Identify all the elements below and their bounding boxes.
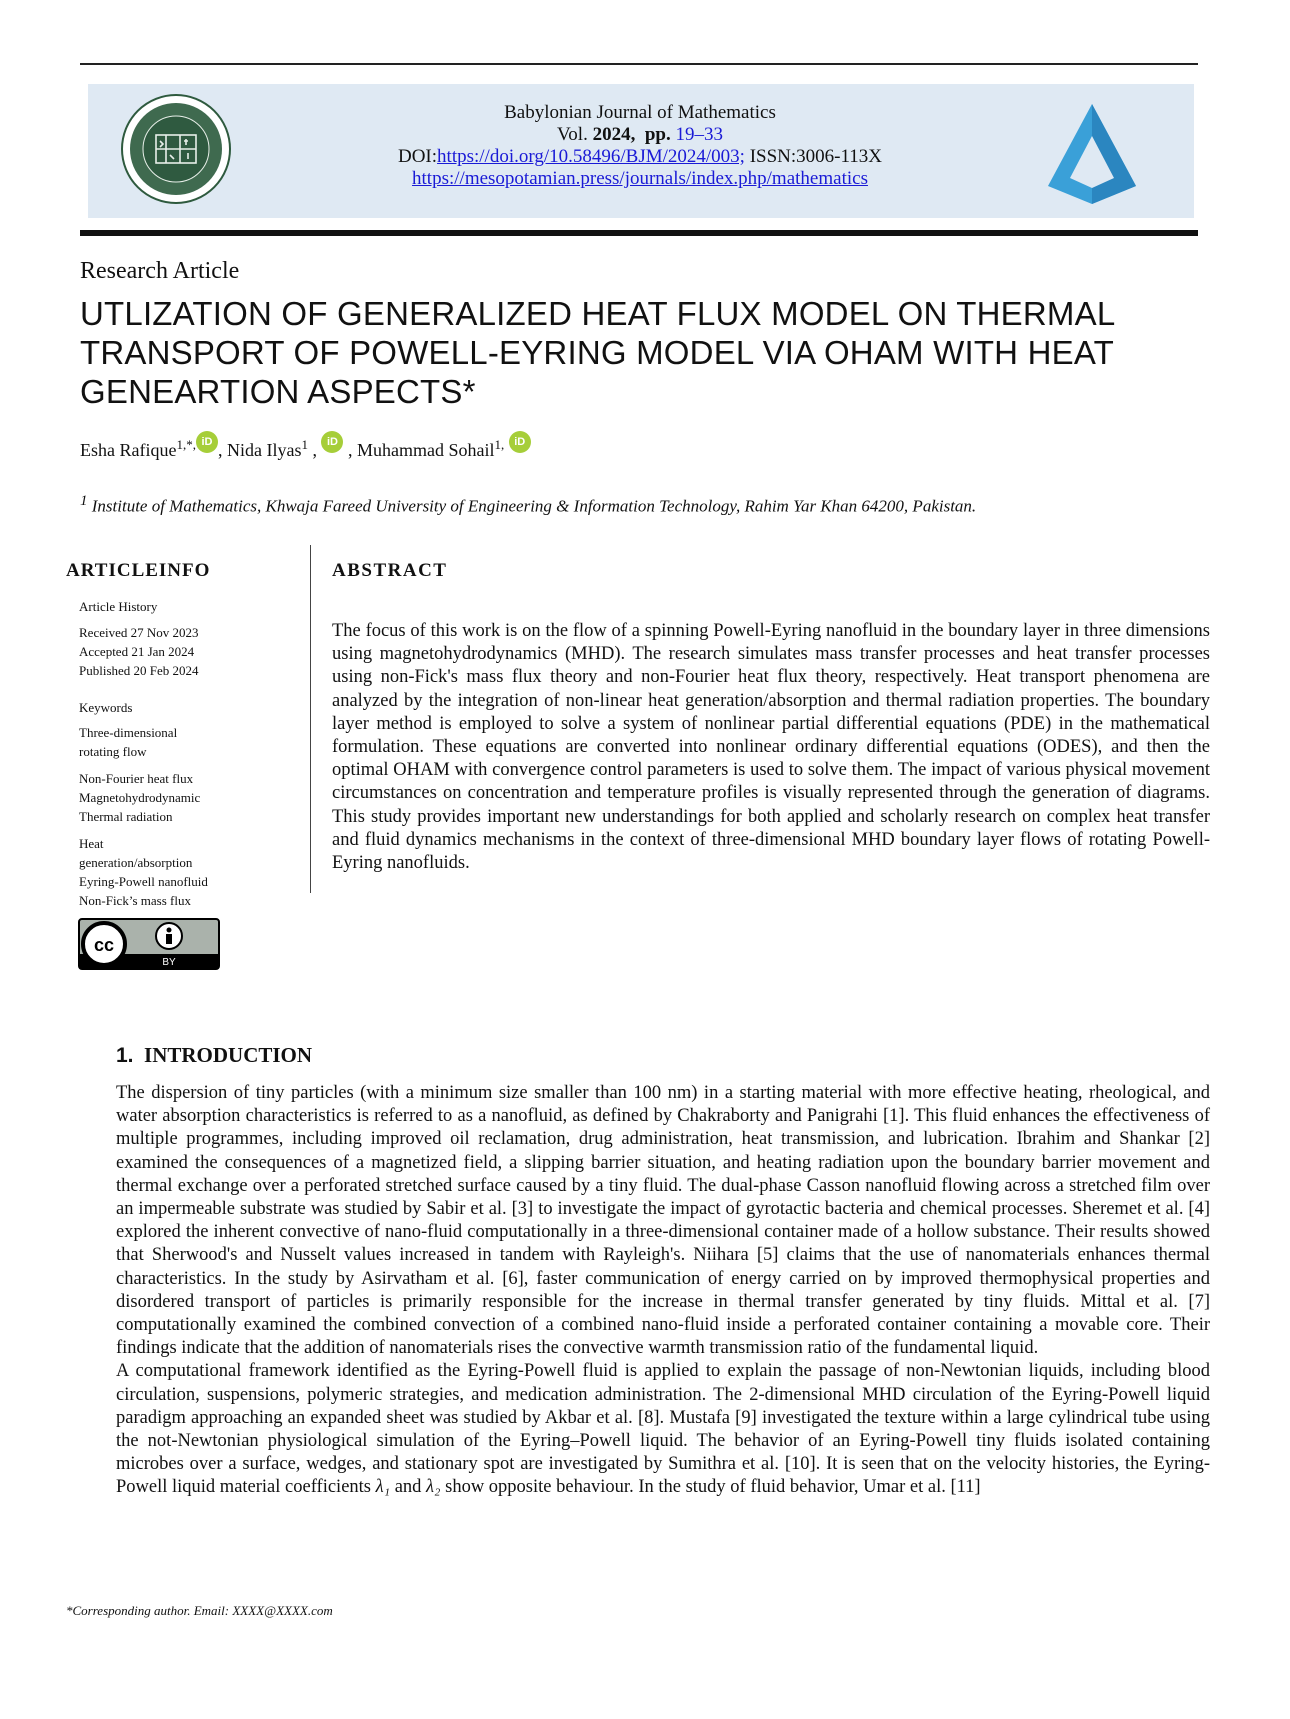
received-date: Received 27 Nov 2023	[79, 625, 199, 640]
keyword: Heat	[79, 836, 104, 851]
published-date: Published 20 Feb 2024	[79, 663, 199, 678]
paragraph: A computational framework identified as the Eyring-Powell fluid is applied to explain the passage of non-Newtonian liquids, including blood circulation, suspensions, polymeric strategies, and medication administration. The 2-dimensional MHD circulation of the Eyring-Powell liquid paradigm approaching an expanded sheet was studied by Akbar et al. [8]. Mustafa [9] investigated the texture within a large cylindrical tube using the not-Newtonian physiological simulation of the Eyring–Powell liquid. The behavior of an Eyring-Powell tiny fluids isolated containing microbes over a surface, wedges, and stationary spot are investigated by Sumithra et al. [10]. It is seen that on the velocity histories, the Eyring-Powell liquid material coefficients λ₁ and λ₂ show opposite behaviour. In the study of fluid behavior, Umar et al. [11]	[116, 1361, 1210, 1498]
doi-line: DOI:https://doi.org/10.58496/BJM/2024/003; ISSN:3006-113X	[397, 146, 883, 167]
paper-title: UTLIZATION OF GENERALIZED HEAT FLUX MODEL ON THERMAL TRANSPORT OF POWELL-EYRING MODEL VIA OHAM WITH HEAT GENEARTION ASPECTS*	[80, 295, 1115, 410]
keyword: rotating flow	[79, 744, 147, 759]
author-name: Esha Rafique	[80, 440, 177, 460]
introduction-body	[116, 1082, 1210, 1500]
author-name: , Muhammad Sohail	[347, 440, 495, 460]
license-label: BY	[162, 957, 176, 968]
header-thick-rule	[80, 230, 1198, 236]
keyword: Three-dimensional	[79, 725, 178, 740]
keyword: Magnetohydrodynamic	[79, 790, 201, 805]
author-list: Esha Rafique$^{1,*,}$ iD , Nida Ilyas$^1$ , iD , Muhammad Sohail$^{1,}$ iD	[80, 437, 531, 461]
keyword: Non-Fourier heat flux	[79, 771, 194, 786]
svg-text:cc: cc	[93, 935, 115, 955]
corresponding-author-footnote: *Corresponding author. Email: XXXX@XXXX.com	[66, 1603, 333, 1618]
keyword: Eyring-Powell nanofluid	[79, 874, 208, 889]
page-range: 19–33	[675, 124, 723, 145]
top-rule	[80, 63, 1198, 65]
journal-name: Babylonian Journal of Mathematics	[504, 102, 776, 123]
journal-citation-block	[330, 102, 950, 190]
cc-by-license-badge[interactable]	[78, 918, 220, 970]
abstract-text: The focus of this work is on the flow of a spinning Powell-Eyring nanofluid in the boundary layer in three dimensions using magnetohydrodynamics (MHD). The research simulates mass transfer processes and heat transfer processes using non-Fick's mass flux theory and non-Fourier heat flux theory, respectively. Heat transport phenomena are analyzed by the integration of non-linear heat generation/absorption and thermal radiation properties. The boundary layer method is employed to solve a system of nonlinear partial differential equations (PDE) in the mathematical formulation. These equations are converted into nonlinear ordinary differential equations (ODES), and then the optimal OHAM with convergence control parameters is used to solve them. The impact of various physical movement circumstances on concentration and temperature profiles is visually represented through the generation of diagrams. This study provides important new understandings for both applied and scholarly research on complex heat transfer and fluid dynamics mechanisms in the context of three-dimensional MHD boundary layer flows of rotating Powell-Eyring nanofluids.	[332, 621, 1210, 874]
keyword: Non-Fick’s mass flux	[79, 893, 191, 908]
issn: ISSN:3006-113X	[749, 146, 883, 167]
article-type: Research Article	[80, 258, 240, 284]
article-info-heading: ARTICLEINFO	[66, 560, 211, 581]
column-divider	[310, 545, 311, 893]
keyword: generation/absorption	[79, 855, 193, 870]
publisher-logo	[120, 93, 232, 205]
orcid-icon[interactable]: iD	[196, 431, 218, 453]
history-label: Article History	[79, 599, 158, 614]
paragraph: The dispersion of tiny particles (with a minimum size smaller than 100 nm) in a starting material with more effective heating, rheological, and water absorption characteristics is referred to as a nanofluid, as defined by Chakraborty and Panigrahi [1]. This fluid enhances the effectiveness of multiple programmes, including improved oil reclamation, drug administration, heat transmission, and lubrication. Ibrahim and Shankar [2] examined the consequences of a magnetized field, a slipping barrier situation, and heating radiation upon the boundary barrier movement and thermal exchange over a perforated stretched surface caused by a tiny fluid. The dual-phase Casson nanofluid flowing across a stretched film over an impermeable substrate was studied by Sabir et al. [3] to investigate the impact of gyrotactic bacteria and chemical processes. Sheremet et al. [4] explored the inherent convective of nano-fluid computationally in a three-dimensional container made of a hollow substance. Their results showed that Sherwood's and Nusselt values increased in tandem with Rayleigh's. Niihara [5] claims that the use of nanomaterials enhances thermal characteristics. In the study by Asirvatham et al. [6], faster communication of energy carried on by improved thermophysical properties and disordered transport of particles is primarily responsible for the increase in thermal transfer generated by tiny fluids. Mittal et al. [7] computationally examined the combined convection of a combined nano-fluid inside a perforated container containing a movable core. Their findings indicate that the addition of nanomaterials rises the convective warmth transmission ratio of the fundamental liquid.	[116, 1083, 1210, 1359]
journal-url-link[interactable]: https://mesopotamian.press/journals/index.php/mathematics	[412, 168, 868, 189]
doi-link[interactable]: https://doi.org/10.58496/BJM/2024/003;	[437, 146, 745, 167]
abstract-heading: ABSTRACT	[332, 560, 448, 581]
volume-line: Vol. 2024, pp. 19–33	[557, 124, 723, 145]
keyword: Thermal radiation	[79, 809, 173, 824]
keywords-label: Keywords	[79, 700, 133, 715]
section-heading: 1. INTRODUCTION	[116, 1043, 313, 1067]
orcid-icon[interactable]: iD	[509, 431, 531, 453]
orcid-icon[interactable]: iD	[321, 431, 343, 453]
author-name: , Nida Ilyas	[217, 440, 302, 460]
affiliation: $^1$ Institute of Mathematics, Khwaja Fareed University of Engineering & Information Technology, Rahim Yar Khan 64200, Pakistan.	[80, 493, 977, 516]
lambda-1-symbol: λ₁	[375, 1477, 391, 1498]
lambda-2-symbol: λ₂	[426, 1477, 441, 1498]
journal-pyramid-logo	[1042, 100, 1142, 208]
accepted-date: Accepted 21 Jan 2024	[79, 644, 195, 659]
